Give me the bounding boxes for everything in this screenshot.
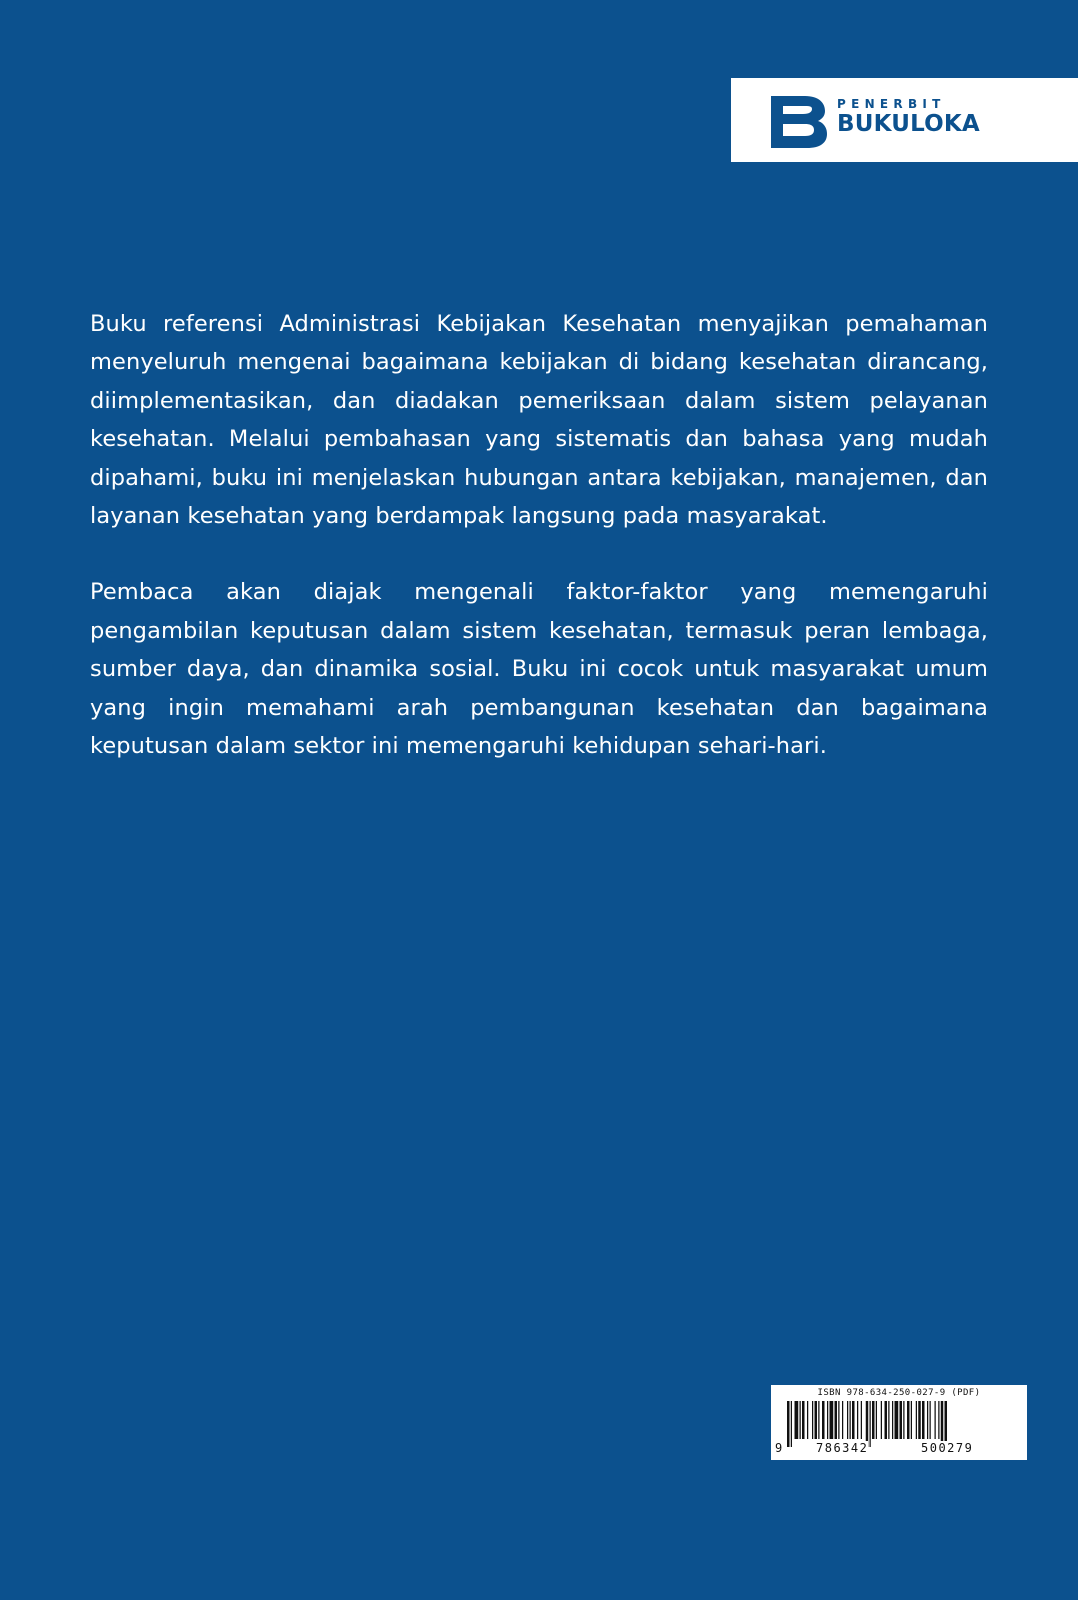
barcode-bar <box>903 1401 904 1439</box>
barcode-bar <box>838 1401 839 1439</box>
barcode-bar <box>847 1401 848 1439</box>
publisher-logo <box>731 78 1078 162</box>
barcode-bar <box>835 1401 838 1439</box>
barcode-bar <box>795 1401 799 1439</box>
barcode-bar <box>802 1401 805 1439</box>
barcode-bar <box>861 1401 862 1439</box>
barcode-bar <box>812 1401 813 1439</box>
barcode-bar <box>935 1401 936 1439</box>
barcode-bar <box>895 1401 899 1439</box>
barcode-bar <box>876 1401 877 1439</box>
barcode-bar <box>827 1401 828 1439</box>
barcode-bar <box>830 1401 834 1439</box>
barcode-bar <box>938 1401 939 1439</box>
barcode-lead-digit: 9 <box>775 1441 783 1455</box>
barcode-digits-right: 500279 <box>921 1441 974 1455</box>
barcode-bar <box>892 1401 893 1439</box>
barcode-bar <box>885 1401 888 1439</box>
isbn-label: ISBN 978-634-250-027-9 (PDF) <box>817 1388 981 1398</box>
barcode-bar <box>852 1401 855 1439</box>
barcode-bar <box>791 1401 792 1447</box>
isbn-barcode <box>771 1385 1027 1460</box>
barcode-bar <box>822 1401 825 1439</box>
barcode-bar <box>918 1401 921 1439</box>
barcode-bar <box>916 1401 917 1439</box>
barcode-bar <box>911 1401 912 1439</box>
barcode-bar <box>787 1401 790 1447</box>
barcode-bar <box>900 1401 903 1439</box>
barcode-digits-left: 786342 <box>816 1441 869 1455</box>
barcode-bar <box>815 1401 818 1439</box>
bukuloka-b-logo-icon <box>769 92 829 148</box>
barcode-bar <box>930 1401 931 1439</box>
barcode-bar <box>842 1401 843 1439</box>
barcode-bar <box>818 1401 819 1439</box>
barcode-bar <box>888 1401 889 1439</box>
barcode-bar <box>857 1401 858 1439</box>
publisher-label-top: PENERBIT <box>837 97 946 111</box>
barcode-bar <box>850 1401 851 1439</box>
barcode-bar <box>800 1401 801 1439</box>
barcode-bar <box>922 1401 925 1439</box>
barcode-bar <box>807 1401 808 1439</box>
barcode-bar <box>870 1401 871 1447</box>
blurb-paragraph-2: Pembaca akan diajak mengenali faktor-faktor yang memengaruhi pengambilan keputusan dalam sistem kesehatan, termasuk peran lembaga, sumber daya, dan dinamika sosial. Buku ini cocok untuk masyarakat umum yang ingin memahami arah pembangunan kesehatan dan bagaimana keputusan dalam sektor ini memengaruhi kehidupan sehari-hari. <box>90 579 988 760</box>
barcode-bar <box>881 1401 882 1439</box>
barcode-bar <box>907 1401 910 1439</box>
barcode-bar <box>927 1401 928 1439</box>
publisher-name: BUKULOKA <box>837 111 980 137</box>
book-blurb <box>90 305 988 803</box>
barcode-bar <box>872 1401 875 1439</box>
blurb-paragraph-1: Buku referensi Administrasi Kebijakan Kesehatan menyajikan pemahaman menyeluruh mengenai bagaimana kebijakan di bidang kesehatan dirancang, diimplementasikan, dan diadakan pemeriksaan dalam sistem pelayanan kesehatan. Melalui pembahasan yang sistematis dan bahasa yang mudah dipahami, buku ini menjelaskan hubungan antara kebijakan, manajemen, dan layanan kesehatan yang berdampak langsung pada masyarakat. <box>90 311 988 530</box>
